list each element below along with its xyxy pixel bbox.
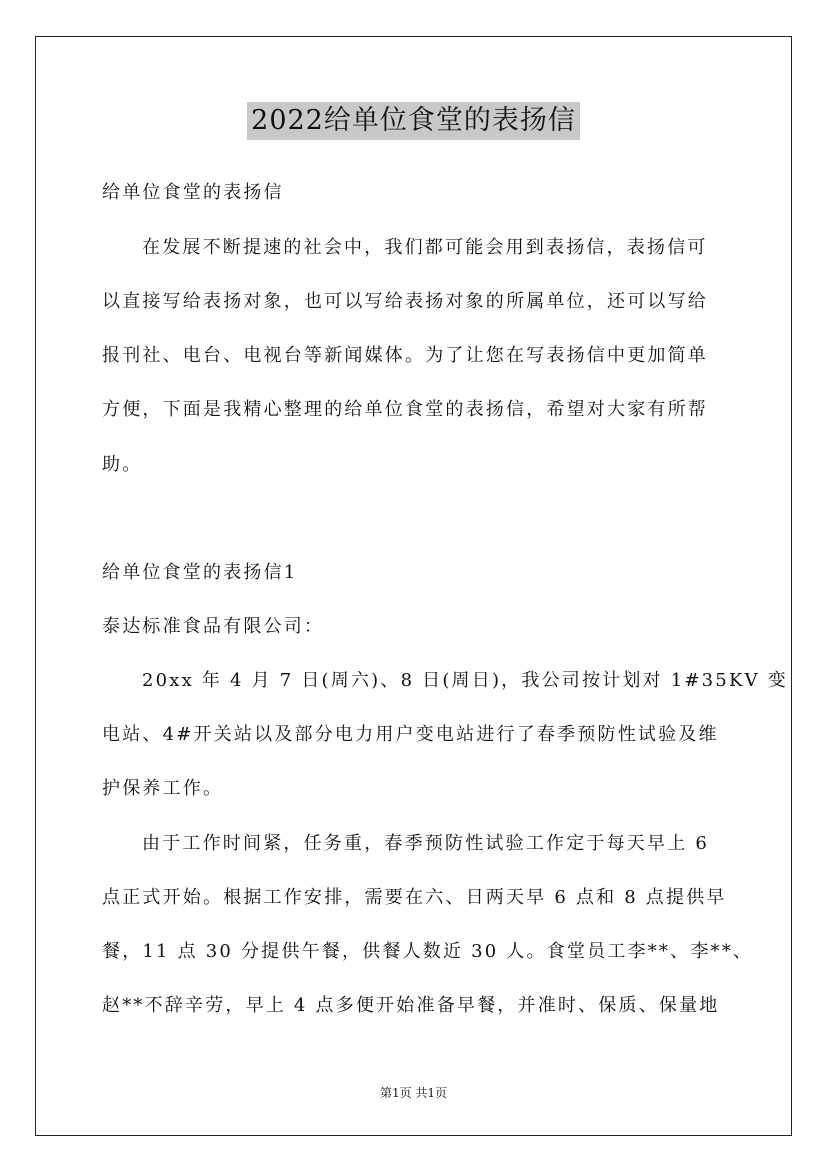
paragraph-line: 20xx 年 4 月 7 日(周六)、8 日(周日)，我公司按计划对 1#35KV 变 [142, 670, 788, 691]
section-heading: 给单位食堂的表扬信1 [102, 562, 298, 583]
paragraph-line: 助。 [102, 454, 143, 475]
paragraph-line: 点正式开始。根据工作安排，需要在六、日两天早 6 点和 8 点提供早 [102, 887, 727, 908]
paragraph-line: 护保养工作。 [102, 778, 224, 799]
paragraph-line: 在发展不断提速的社会中，我们都可能会用到表扬信，表扬信可 [142, 237, 708, 258]
document-title: 2022给单位食堂的表扬信 [247, 102, 580, 140]
paragraph-line: 电站、4#开关站以及部分电力用户变电站进行了春季预防性试验及维 [102, 724, 719, 745]
page-footer: 第1页 共1页 [379, 1086, 448, 1100]
paragraph-line: 方便，下面是我精心整理的给单位食堂的表扬信，希望对大家有所帮 [102, 399, 708, 420]
paragraph-line: 以直接写给表扬对象，也可以写给表扬对象的所属单位，还可以写给 [102, 291, 708, 312]
paragraph-line: 由于工作时间紧，任务重，春季预防性试验工作定于每天早上 6 [142, 833, 709, 854]
paragraph-line: 报刊社、电台、电视台等新闻媒体。为了让您在写表扬信中更加简单 [102, 345, 708, 366]
subtitle-line: 给单位食堂的表扬信 [102, 182, 284, 203]
paragraph-line: 赵**不辞辛劳，早上 4 点多便开始准备早餐，并准时、保质、保量地 [102, 995, 720, 1016]
salutation: 泰达标准食品有限公司： [102, 616, 325, 637]
title-block [0, 102, 827, 140]
paragraph-line: 餐，11 点 30 分提供午餐，供餐人数近 30 人。食堂员工李**、李**、 [102, 941, 754, 962]
